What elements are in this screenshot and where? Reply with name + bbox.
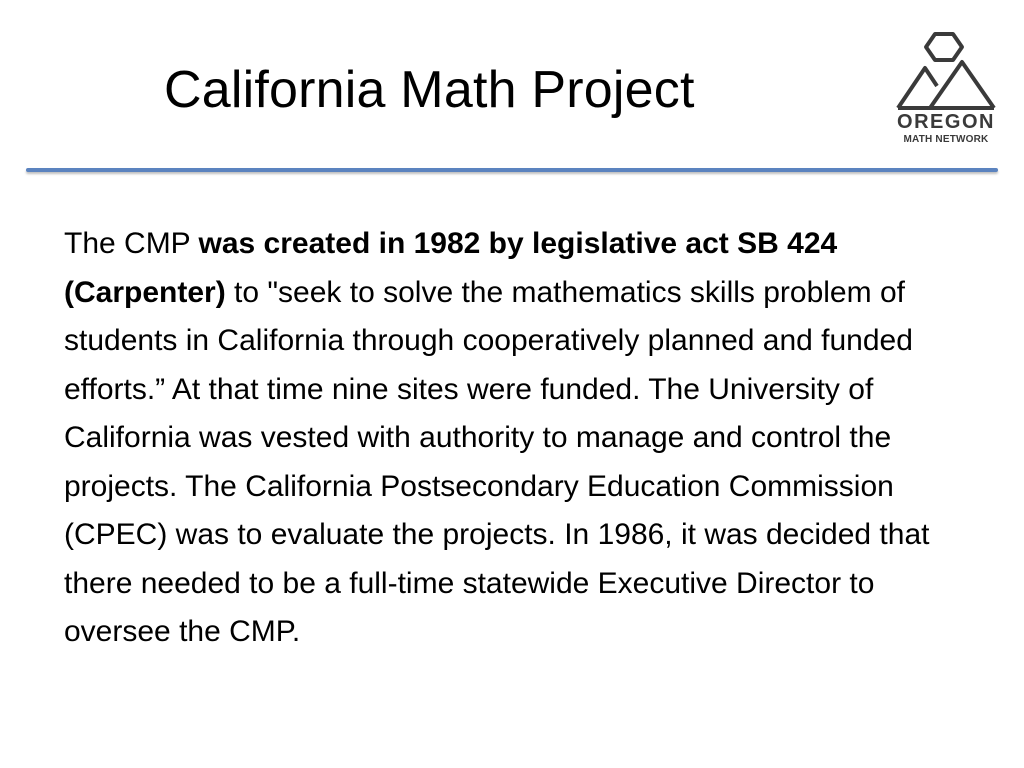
body-paragraph bbox=[64, 220, 964, 657]
body-text-intro: The CMP bbox=[64, 227, 199, 260]
slide-title: California Math Project bbox=[164, 61, 695, 119]
oregon-math-network-logo bbox=[890, 28, 1002, 150]
hexagon-mountains-icon bbox=[890, 28, 1002, 112]
title-divider bbox=[26, 168, 998, 172]
body-text-rest: to "seek to solve the mathematics skills problem of students in California through cooperatively planned and funded efforts.” At that time nine sites were funded. The University of California was vested with authority to manage and control the projects. The California Postsecondary Education Commission (CPEC) was to evaluate the projects. In 1986, it was decided that there needed to be a full-time statewide Executive Director to oversee the CMP. bbox=[64, 275, 930, 648]
logo-text-oregon: OREGON bbox=[897, 111, 995, 133]
body-text-bold: was created in 1982 by legislative act SB 424 (Carpenter) bbox=[64, 227, 838, 309]
logo-text-math-network: MATH NETWORK bbox=[903, 134, 989, 145]
